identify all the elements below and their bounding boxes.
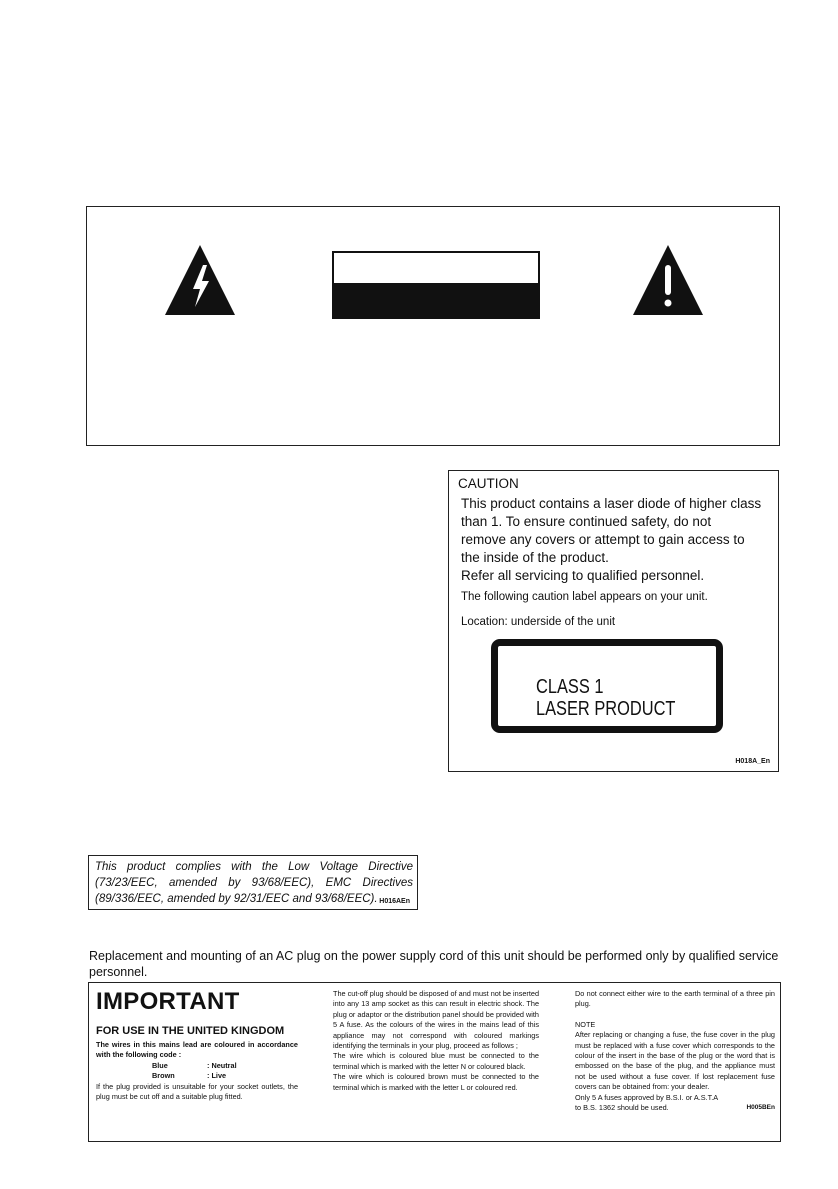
lightning-warning-icon [163,243,237,317]
wires-intro: The wires in this mains lead are coloured in accordance with the following code : [96,1040,298,1060]
laser-label-line2: LASER PRODUCT [536,698,676,720]
unsuitable-text: If the plug provided is unsuitable for your socket outlets, the plug must be cut off and a suitable plug fitted. [96,1081,298,1102]
caution-line: than 1. To ensure continued safety, do not [461,514,712,529]
important-box [88,982,781,1142]
important-column-1 [96,989,298,1102]
exclamation-warning-icon [631,243,705,317]
caution-title: CAUTION [458,476,519,491]
warning-label-band [334,283,538,317]
blue-wire-text: The wire which is coloured blue must be connected to the terminal which is marked with the letter N or coloured black. [333,1051,539,1071]
caution-location: Location: underside of the unit [461,616,616,628]
directive-text: This product complies with the Low Voltage Directive (73/23/EEC, amended by 93/68/EEC), EMC Directives (89/336/EEC, amended by 92/31/EEC and 93/68/EEC). [95,861,413,905]
caution-body [461,495,773,585]
fuse-footer [575,1093,775,1114]
important-code: H005BEn [746,1104,775,1112]
note-text: After replacing or changing a fuse, the fuse cover in the plug must be replaced with a fuse cover which corresponds to the colour of the insert in the base of the plug or the word that is embossed on the base of the plug, and the appliance must not be used without a fuse cover. If lost replacement fuse covers can be obtained from: your dealer. [575,1030,775,1092]
important-column-2 [333,989,539,1093]
warning-label-plate [332,251,540,319]
caution-box [448,470,779,772]
warning-symbols-box [86,206,780,446]
caution-line: Refer all servicing to qualified personnel. [461,568,705,583]
directive-code: H016AEn [379,898,410,905]
earth-terminal-text: Do not connect either wire to the earth terminal of a three pin plug. [575,989,775,1009]
brown-wire-text: The wire which is coloured brown must be connected to the terminal which is marked with the letter L or coloured red. [333,1072,539,1092]
laser-class-label [491,639,723,733]
important-title: IMPORTANT [96,988,240,1015]
code-row-blue [96,1061,298,1071]
fuse-text: Only 5 A fuses approved by B.S.I. or A.S.T.A to B.S. 1362 should be used. [575,1092,718,1113]
caution-line: This product contains a laser diode of higher class [461,496,762,511]
laser-label-line1: CLASS 1 [536,676,604,698]
cutoff-plug-text: The cut-off plug should be disposed of and must not be inserted into any 13 amp socket as this can result in electric shock. The plug or adaptor or the distribution panel should be provided with 5 A fuse. As the colours of the wires in the mains lead of this appliance may not correspond with coloured markings identifying the terminals in your plug, proceed as follows ; [333,989,539,1051]
code-blue-label: Blue [152,1060,168,1070]
note-title: NOTE [575,1019,596,1029]
caution-line: the inside of the product. [461,550,609,565]
caution-code: H018A_En [735,758,770,765]
replacement-notice: Replacement and mounting of an AC plug on the power supply cord of this unit should be performed only by qualified service personnel. [89,949,779,979]
important-subtitle: FOR USE IN THE UNITED KINGDOM [96,1025,285,1037]
caution-note: The following caution label appears on your unit. [461,591,708,603]
important-column-3 [575,989,775,1113]
caution-line: remove any covers or attempt to gain access to [461,532,745,547]
code-row-brown [96,1071,298,1081]
spacer [575,1010,775,1020]
laser-label-text [536,676,675,720]
directive-box [88,855,418,910]
code-blue-value: : Neutral [207,1060,237,1070]
code-brown-value: : Live [207,1071,227,1081]
code-brown-label: Brown [152,1071,175,1081]
